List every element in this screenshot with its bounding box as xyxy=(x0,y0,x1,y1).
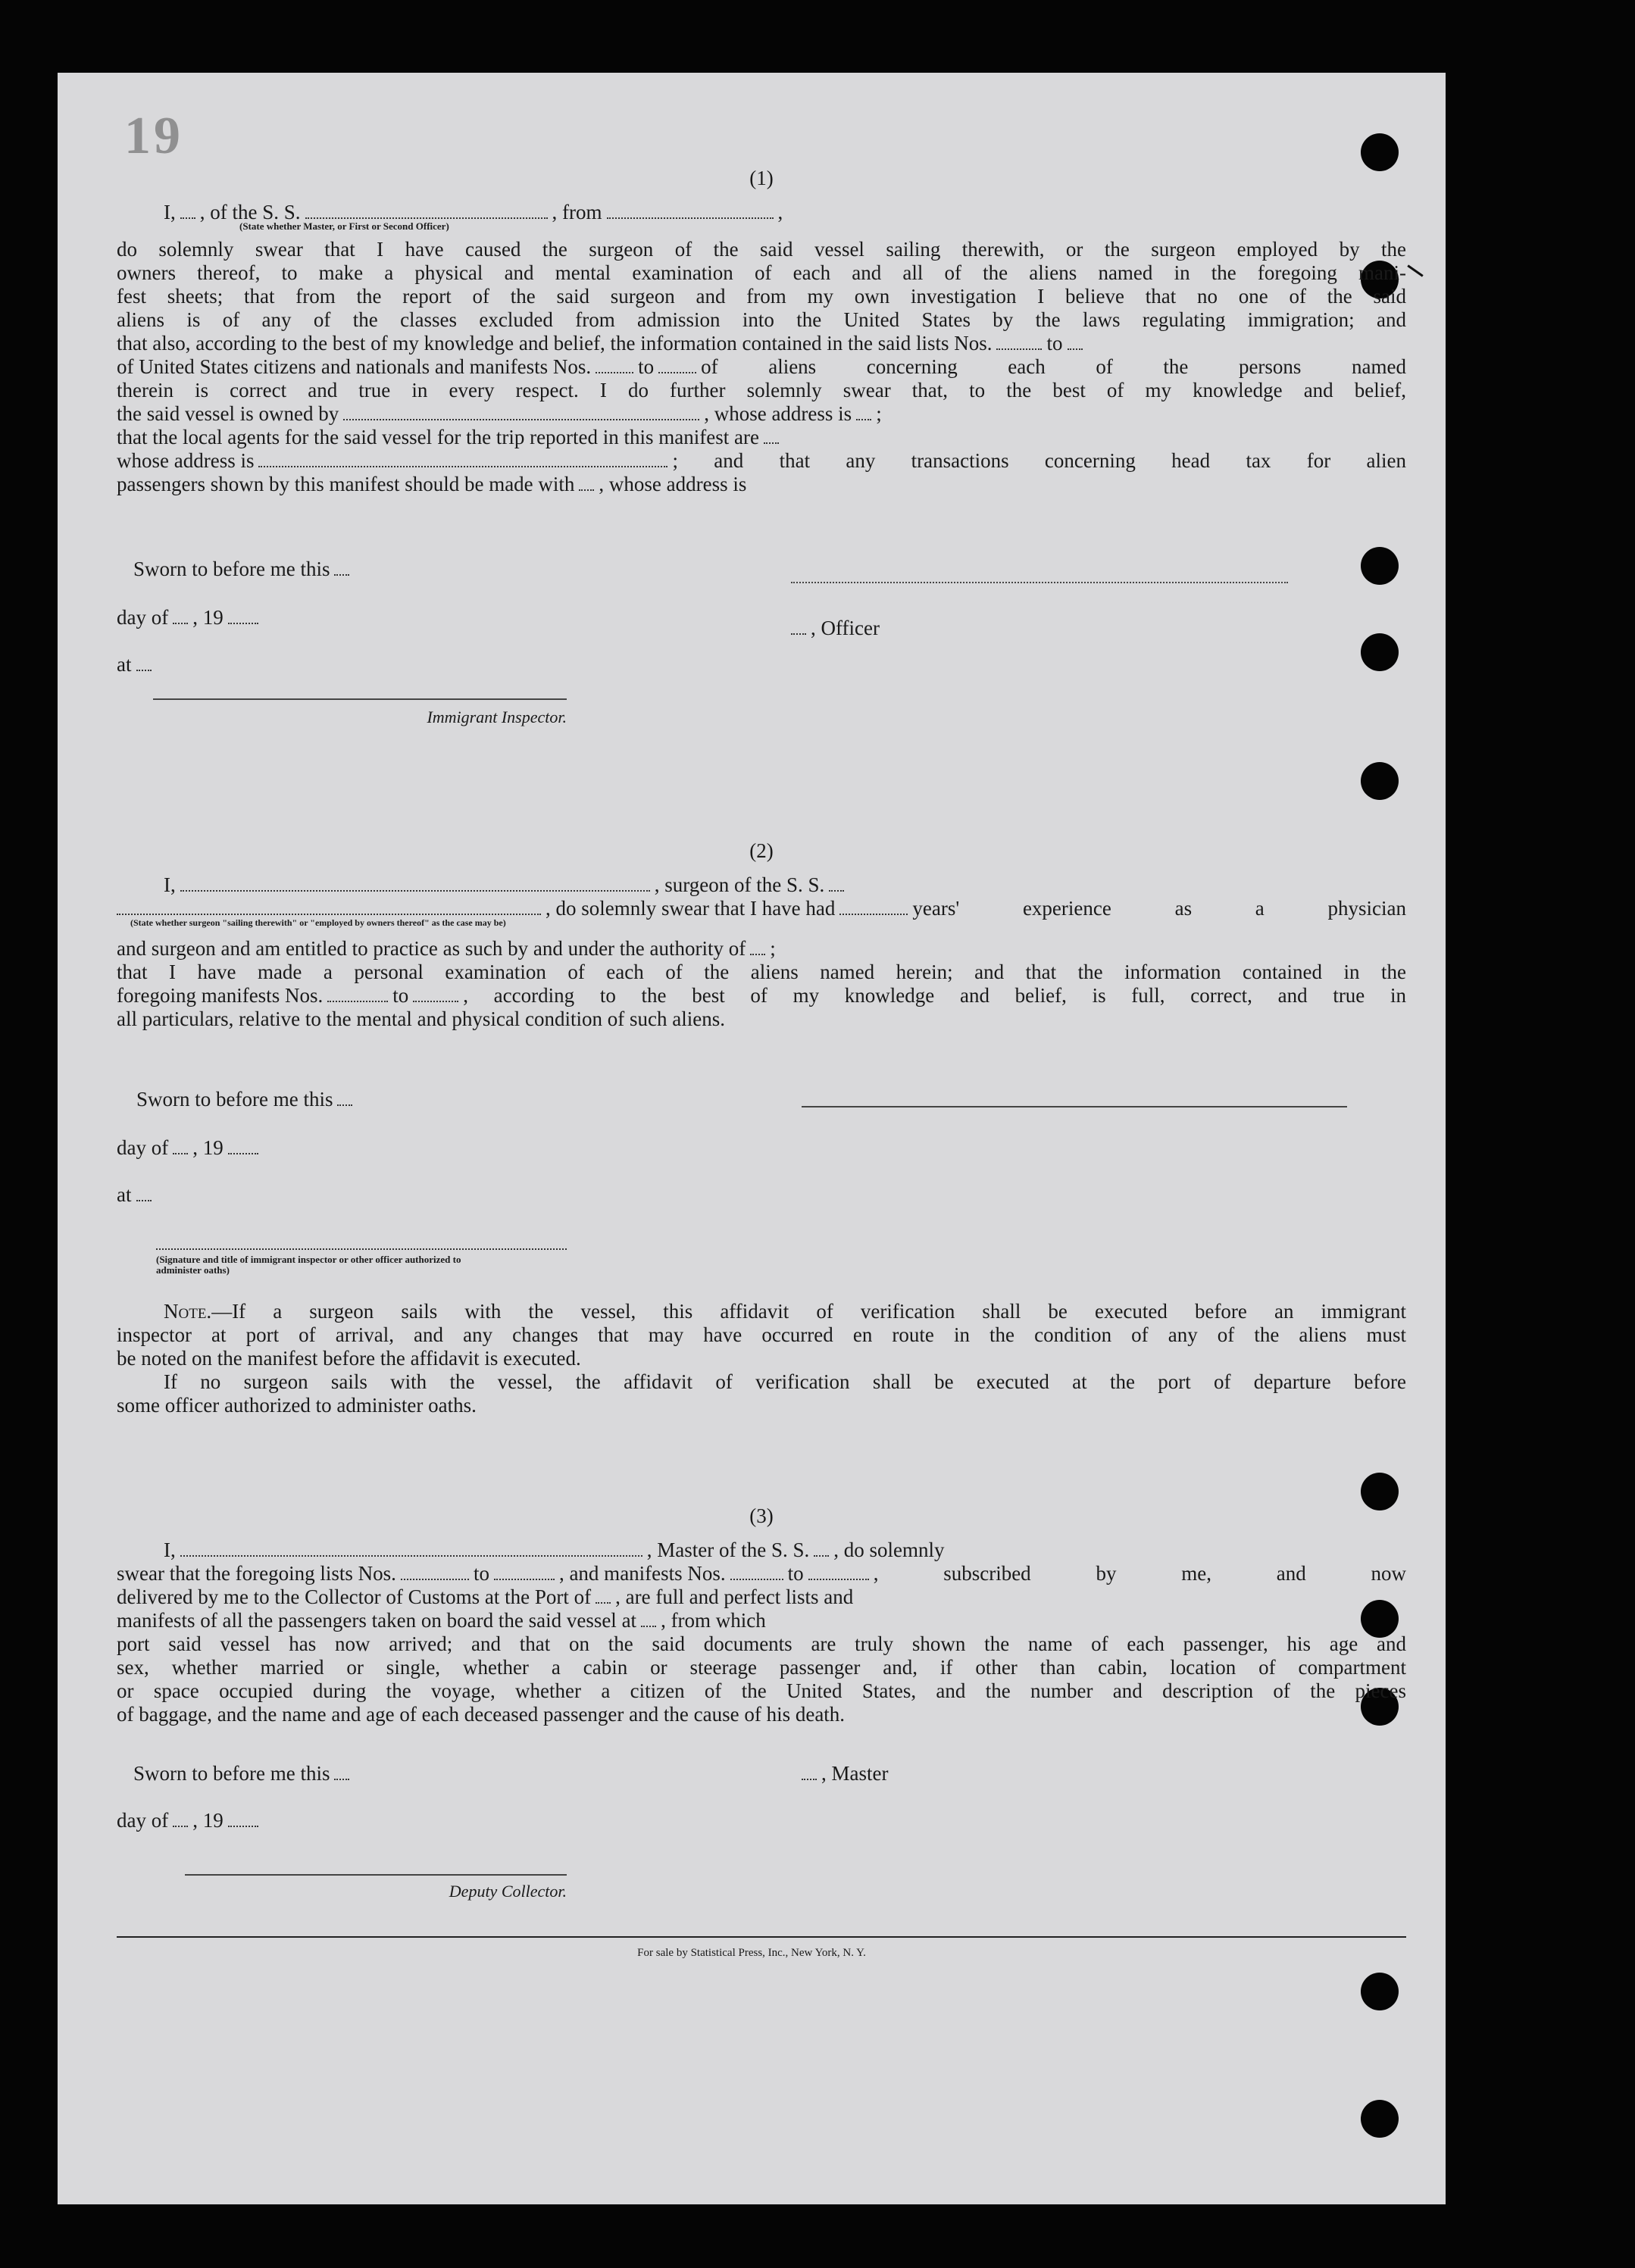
text: delivered by me to the Collector of Customs at the Port of xyxy=(117,1585,592,1608)
manifest-no-to-field[interactable] xyxy=(413,996,458,1002)
sworn-block-3 xyxy=(117,1809,567,1832)
master-signature-field[interactable] xyxy=(802,1774,817,1780)
text: I, xyxy=(164,201,176,223)
text-line: If no surgeon sails with the vessel, the affidavit of verification shall be executed at the port of departure before xyxy=(164,1370,1406,1393)
text: Sworn to before me this xyxy=(136,1088,333,1111)
binder-hole xyxy=(1361,133,1399,171)
text: , subscribed by me, and now xyxy=(873,1562,1406,1585)
text-line: or space occupied during the voyage, whether a citizen of the United States, and the number and description of the pieces xyxy=(117,1679,1406,1702)
text: of United States citizens and nationals and manifests Nos. xyxy=(117,355,592,378)
text-line: some officer authorized to administer oaths. xyxy=(117,1394,477,1417)
text: day of xyxy=(117,1809,169,1832)
text: , 19 xyxy=(192,1809,224,1832)
affidavit-section-1 xyxy=(117,167,1406,496)
text-line: owners thereof, to make a physical and mental examination of each and all of the aliens named in the foregoing mani- xyxy=(117,261,1406,284)
sworn-block-2 xyxy=(117,1183,567,1207)
text: the said vessel is owned by xyxy=(117,402,339,425)
sworn-block-2 xyxy=(136,1088,567,1111)
text: whose address is xyxy=(117,449,255,472)
text: , 19 xyxy=(192,1136,224,1159)
section-number: (3) xyxy=(749,1504,774,1527)
text: , from which xyxy=(661,1609,766,1632)
form-page xyxy=(58,73,1446,2204)
text: day of xyxy=(117,606,169,629)
signature-line xyxy=(791,582,1288,583)
master-name-field[interactable] xyxy=(180,1551,642,1557)
printer-footer: For sale by Statistical Press, Inc., New York, N. Y. xyxy=(637,1947,866,1959)
signature-line[interactable] xyxy=(185,1874,567,1876)
port-field[interactable] xyxy=(596,1598,611,1604)
inspector-signature-1 xyxy=(153,698,567,727)
text: and surgeon and am entitled to practice as such by and under the authority of xyxy=(117,937,746,960)
text: , do solemnly xyxy=(833,1539,945,1561)
text: , Master xyxy=(821,1762,889,1785)
manifest-no-from-field[interactable] xyxy=(596,367,633,373)
collector-signature xyxy=(185,1874,567,1901)
local-agents-field[interactable] xyxy=(764,438,779,444)
affidavit-section-2 xyxy=(117,839,1406,1031)
text: to xyxy=(638,355,655,378)
signature-caption: Deputy Collector. xyxy=(449,1882,567,1901)
affidavit-section-3 xyxy=(117,1504,1406,1726)
text-line: inspector at port of arrival, and any changes that may have occurred en route in the condition of any of the aliens must xyxy=(117,1323,1406,1346)
text-line: port said vessel has now arrived; and that on the said documents are truly shown the name of each passenger, his age and xyxy=(117,1632,1406,1655)
text: that also, according to the best of my knowledge and belief, the information contained in the said lists Nos. xyxy=(117,332,993,355)
authority-field[interactable] xyxy=(750,949,765,955)
sworn-block-1 xyxy=(117,653,567,676)
text: , are full and perfect lists and xyxy=(615,1585,854,1608)
note-block xyxy=(117,1300,1406,1417)
text-line: that I have made a personal examination of each of the aliens named herein; and that the information contained in the xyxy=(117,961,1406,983)
agents-address-field[interactable] xyxy=(258,461,667,467)
text-line: of baggage, and the name and age of each deceased passenger and the cause of his death. xyxy=(117,1703,846,1726)
text: to xyxy=(1046,332,1063,355)
manifest-no-from-field[interactable] xyxy=(327,996,388,1002)
text: at xyxy=(117,653,132,676)
vessel-name-field[interactable] xyxy=(829,886,844,892)
officer-title-field[interactable] xyxy=(180,213,195,219)
sworn-date-field[interactable] xyxy=(334,1774,349,1780)
sworn-block-3 xyxy=(133,1762,567,1785)
text: Sworn to before me this xyxy=(133,1762,330,1785)
signature-line xyxy=(802,1106,1347,1107)
text-line: be noted on the manifest before the affidavit is executed. xyxy=(117,1347,581,1370)
embarkation-port-field[interactable] xyxy=(641,1621,656,1627)
list-no-to-field[interactable] xyxy=(494,1574,555,1580)
place-field[interactable] xyxy=(136,665,152,671)
text: , do solemnly swear that I have had xyxy=(546,897,836,920)
owner-address-field[interactable] xyxy=(856,414,871,420)
text: to xyxy=(787,1562,804,1585)
place-field[interactable] xyxy=(136,1195,152,1201)
manifest-no-to-field[interactable] xyxy=(808,1574,869,1580)
sworn-block-1 xyxy=(117,606,567,629)
sworn-block-2 xyxy=(117,1136,567,1160)
binder-hole xyxy=(1361,633,1399,671)
signature-caption: Immigrant Inspector. xyxy=(427,708,567,726)
text: , whose address is xyxy=(599,473,747,495)
sworn-date-field[interactable] xyxy=(334,570,349,576)
text: , from xyxy=(552,201,602,223)
text: , Master of the S. S. xyxy=(646,1539,810,1561)
text-line: sex, whether married or single, whether a cabin or steerage passenger and, if other than cabin, location of compartment xyxy=(117,1656,1406,1679)
text: , according to the best of my knowledge and belief, is full, correct, and true in xyxy=(463,984,1406,1007)
text: , and manifests Nos. xyxy=(558,1562,726,1585)
text: of aliens concerning each of the persons named xyxy=(701,355,1406,378)
field-note: (State whether Master, or First or Second Officer) xyxy=(239,220,449,232)
binder-hole xyxy=(1361,2100,1399,2138)
vessel-owner-field[interactable] xyxy=(343,414,699,420)
manifest-no-from-field[interactable] xyxy=(730,1574,783,1580)
text: that the local agents for the said vessel for the trip reported in this manifest are xyxy=(117,426,759,448)
years-experience-field[interactable] xyxy=(839,909,908,915)
surgeon-name-field[interactable] xyxy=(180,886,650,892)
signature-line[interactable] xyxy=(153,698,567,700)
text: , whose address is xyxy=(704,402,852,425)
section-number: (1) xyxy=(749,167,774,189)
text-line: do solemnly swear that I have caused the surgeon of the said vessel sailing therewith, or the surgeon employed by the xyxy=(117,238,1406,261)
text: , Officer xyxy=(811,617,880,639)
officer-signature-field[interactable] xyxy=(791,629,806,635)
list-no-to-field[interactable] xyxy=(1068,344,1083,350)
signature-line[interactable] xyxy=(156,1248,567,1250)
text: I, xyxy=(164,873,176,896)
list-no-from-field[interactable] xyxy=(996,344,1042,350)
binder-hole xyxy=(1361,762,1399,800)
text: swear that the foregoing lists Nos. xyxy=(117,1562,396,1585)
surgeon-status-field[interactable] xyxy=(117,909,541,915)
text: , surgeon of the S. S. xyxy=(654,873,825,896)
text: , 19 xyxy=(192,606,224,629)
text-line: all particulars, relative to the mental and physical condition of such aliens. xyxy=(117,1007,725,1030)
text: Sworn to before me this xyxy=(133,558,330,580)
departure-port-field[interactable] xyxy=(607,213,774,219)
day-field[interactable] xyxy=(173,618,188,624)
sworn-block-1 xyxy=(133,558,565,581)
text-line: therein is correct and true in every respect. I do further solemnly swear that, to the best of my knowledge and belief, xyxy=(117,379,1406,401)
master-signature xyxy=(802,1762,1347,1785)
text: , xyxy=(777,201,783,223)
note-label: Note. xyxy=(164,1300,212,1323)
officer-signature-1 xyxy=(791,617,1347,640)
vessel-name-field[interactable] xyxy=(305,213,548,219)
day-field[interactable] xyxy=(173,1148,188,1154)
section-number: (2) xyxy=(749,839,774,862)
year-field[interactable] xyxy=(228,1148,258,1154)
text: foregoing manifests Nos. xyxy=(117,984,324,1007)
text: , of the S. S. xyxy=(199,201,301,223)
text: I, xyxy=(164,1539,176,1561)
scan-speck xyxy=(1407,264,1423,276)
year-field[interactable] xyxy=(228,1821,258,1827)
list-no-from-field[interactable] xyxy=(401,1574,469,1580)
text: day of xyxy=(117,1136,169,1159)
sworn-date-field[interactable] xyxy=(337,1100,352,1106)
inspector-signature-2 xyxy=(156,1248,567,1276)
day-field[interactable] xyxy=(173,1821,188,1827)
footer-rule xyxy=(117,1936,1406,1938)
text: ; xyxy=(876,402,882,425)
text: ; and that any transactions concerning head tax for alien xyxy=(672,449,1406,472)
text-line: fest sheets; that from the report of the said surgeon and from my own investigation I believe that no one of the said xyxy=(117,285,1406,308)
page-mark: 19 xyxy=(124,107,183,165)
vessel-name-field[interactable] xyxy=(814,1551,829,1557)
text: to xyxy=(392,984,409,1007)
text: years' experience as a physician xyxy=(912,897,1406,920)
text: passengers shown by this manifest should be made with xyxy=(117,473,575,495)
signature-caption: (Signature and title of immigrant inspector or other officer authorized to administer oaths) xyxy=(156,1254,461,1276)
head-tax-contact-field[interactable] xyxy=(579,485,594,491)
manifest-no-to-field[interactable] xyxy=(658,367,696,373)
text: ; xyxy=(770,937,776,960)
text: —If a surgeon sails with the vessel, this affidavit of verification shall be executed before an immigrant xyxy=(211,1300,1406,1323)
text: at xyxy=(117,1183,132,1206)
text-line: aliens is of any of the classes excluded from admission into the United States by the laws regulating immigration; and xyxy=(117,308,1406,331)
binder-hole xyxy=(1361,547,1399,585)
text: manifests of all the passengers taken on board the said vessel at xyxy=(117,1609,637,1632)
binder-hole xyxy=(1361,1973,1399,2010)
year-field[interactable] xyxy=(228,618,258,624)
field-note: (State whether surgeon "sailing therewith" or "employed by owners thereof" as the case may be) xyxy=(130,917,506,928)
text: to xyxy=(473,1562,489,1585)
